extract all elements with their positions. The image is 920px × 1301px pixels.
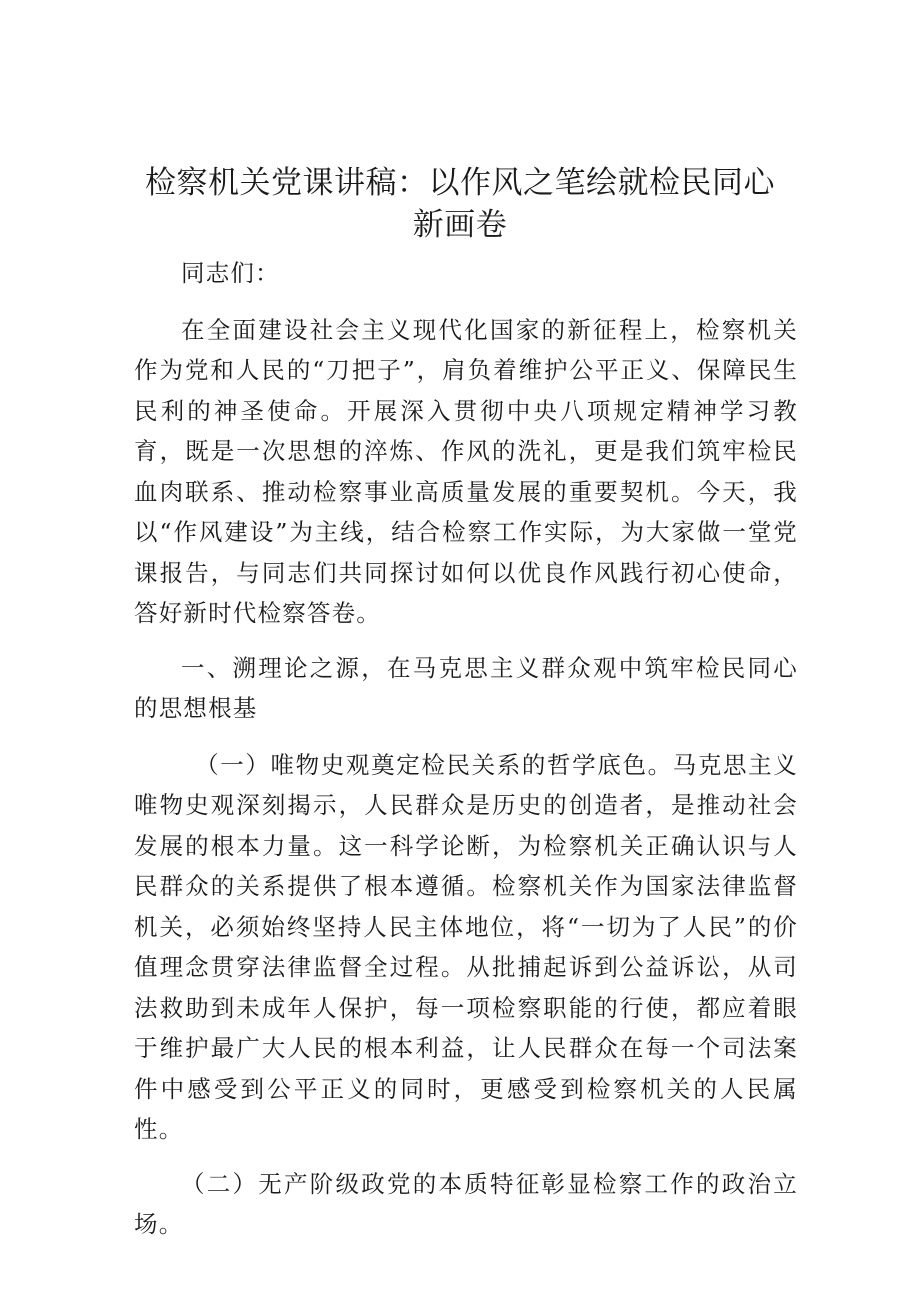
title-line-2: 新画卷 [412,207,508,243]
document-body [134,253,798,1245]
greeting: 同志们： [181,259,280,287]
section-heading-1: 一、溯理论之源，在马克思主义群众观中筑牢检民同心的思想根基 [134,653,798,722]
intro-paragraph: 在全面建设社会主义现代化国家的新征程上，检察机关作为党和人民的“刀把子”，肩负着维护公平正义、保障民生民利的神圣使命。开展深入贯彻中央八项规定精神学习教育，既是一次思想的淬炼、作风的洗礼，更是我们筑牢检民血肉联系、推动检察事业高质量发展的重要契机。今天，我以“作风建设”为主线，结合检察工作实际，为大家做一堂党课报告，与同志们共同探讨如何以优良作风践行初心使命，答好新时代检察答卷。 [134,315,798,627]
document-title [120,162,800,246]
subsection-2-heading: （二）无产阶级政党的本质特征彰显检察工作的政治立场。 [134,1169,798,1238]
subsection-1-paragraph: （一）唯物史观奠定检民关系的哲学底色。马克思主义唯物史观深刻揭示，人民群众是历史的创造者，是推动社会发展的根本力量。这一科学论断，为检察机关正确认识与人民群众的关系提供了根本遵循。检察机关作为国家法律监督机关，必须始终坚持人民主体地位，将“一切为了人民”的价值理念贯穿法律监督全过程。从批捕起诉到公益诉讼，从司法救助到未成年人保护，每一项检察职能的行使，都应着眼于维护最广大人民的根本利益，让人民群众在每一个司法案件中感受到公平正义的同时，更感受到检察机关的人民属性。 [134,750,798,1143]
title-line-1: 检察机关党课讲稿：以作风之笔绘就检民同心 [145,165,775,201]
